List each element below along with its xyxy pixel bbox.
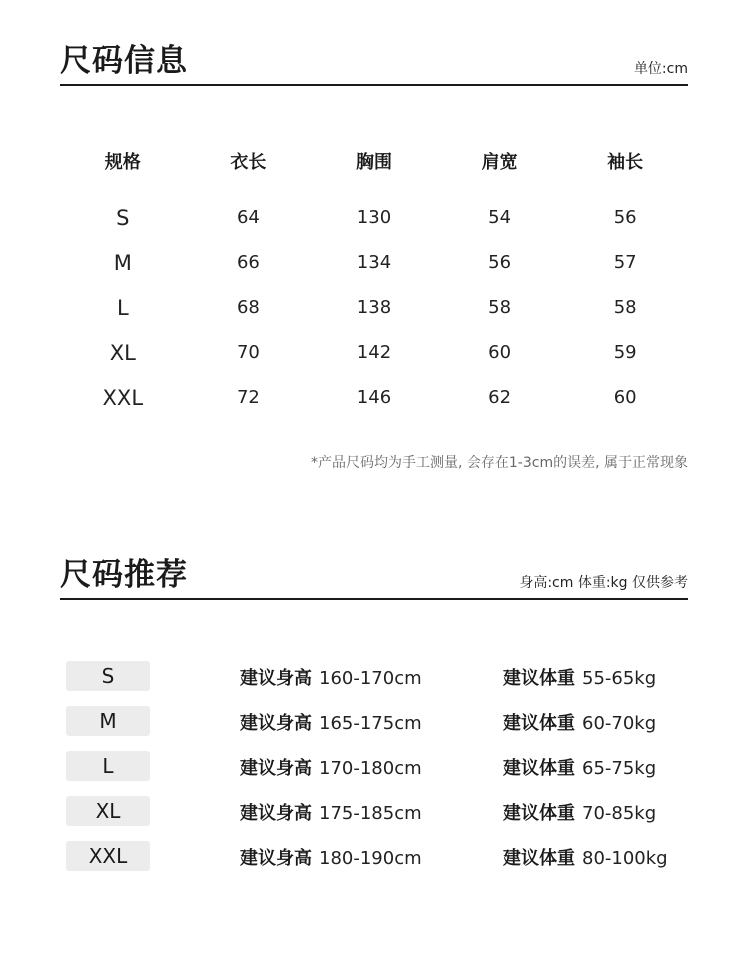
- height-suggestion: [240, 709, 422, 735]
- header-cell: 胸围: [355, 152, 392, 173]
- size-pill: L: [66, 751, 150, 781]
- height-label: 建议身高: [240, 803, 312, 824]
- height-value: 180-190cm: [319, 848, 422, 869]
- table-row: [60, 330, 688, 375]
- table-cell: 56: [613, 207, 637, 228]
- height-suggestion: [240, 664, 422, 690]
- table-cell: 62: [488, 387, 512, 408]
- height-label: 建议身高: [240, 668, 312, 689]
- table-row: [60, 195, 688, 240]
- table-header-row: [60, 140, 688, 182]
- recommend-row: [66, 840, 686, 885]
- table-cell: 58: [488, 297, 512, 318]
- table-cell: 134: [356, 252, 392, 273]
- height-value: 170-180cm: [319, 758, 422, 779]
- size-cell: XXL: [102, 385, 144, 410]
- table-row: [60, 375, 688, 420]
- height-value: 160-170cm: [319, 668, 422, 689]
- weight-suggestion: [503, 709, 656, 735]
- height-label: 建议身高: [240, 713, 312, 734]
- size-info-title: 尺码信息: [60, 43, 188, 79]
- table-cell: 66: [236, 252, 260, 273]
- weight-label: 建议体重: [503, 758, 575, 779]
- table-cell: 146: [356, 387, 392, 408]
- size-pill: S: [66, 661, 150, 691]
- height-suggestion: [240, 844, 422, 870]
- height-value: 165-175cm: [319, 713, 422, 734]
- weight-suggestion: [503, 799, 656, 825]
- table-row: [60, 285, 688, 330]
- header-cell: 衣长: [230, 152, 267, 173]
- table-cell: 59: [613, 342, 637, 363]
- table-cell: 138: [356, 297, 392, 318]
- height-label: 建议身高: [240, 758, 312, 779]
- recommend-row: [66, 750, 686, 795]
- weight-value: 55-65kg: [582, 668, 657, 689]
- table-row: [60, 240, 688, 285]
- size-info-unit: 单位:cm: [633, 61, 688, 77]
- table-cell: 70: [236, 342, 260, 363]
- table-cell: 60: [613, 387, 637, 408]
- weight-value: 70-85kg: [582, 803, 657, 824]
- weight-value: 60-70kg: [582, 713, 657, 734]
- weight-label: 建议体重: [503, 848, 575, 869]
- weight-suggestion: [503, 664, 656, 690]
- table-cell: 54: [488, 207, 512, 228]
- size-pill: XXL: [66, 841, 150, 871]
- table-cell: 68: [236, 297, 260, 318]
- table-cell: 56: [488, 252, 512, 273]
- weight-value: 80-100kg: [582, 848, 668, 869]
- table-cell: 57: [613, 252, 637, 273]
- weight-label: 建议体重: [503, 668, 575, 689]
- size-pill: M: [66, 706, 150, 736]
- header-cell: 袖长: [607, 152, 644, 173]
- table-cell: 58: [613, 297, 637, 318]
- weight-label: 建议体重: [503, 713, 575, 734]
- height-suggestion: [240, 799, 422, 825]
- table-cell: 142: [356, 342, 392, 363]
- size-cell: S: [116, 205, 130, 230]
- recommend-list: [66, 660, 686, 885]
- recommend-title: 尺码推荐: [60, 557, 188, 593]
- recommend-unit: 身高:cm 体重:kg 仅供参考: [519, 575, 688, 591]
- header-cell: 规格: [104, 152, 141, 173]
- weight-label: 建议体重: [503, 803, 575, 824]
- size-cell: XL: [109, 340, 136, 365]
- recommend-row: [66, 660, 686, 705]
- weight-suggestion: [503, 844, 668, 870]
- table-cell: 72: [236, 387, 260, 408]
- height-suggestion: [240, 754, 422, 780]
- weight-suggestion: [503, 754, 656, 780]
- size-table: [60, 140, 688, 420]
- recommend-header: [60, 558, 688, 600]
- weight-value: 65-75kg: [582, 758, 657, 779]
- size-cell: M: [113, 250, 132, 275]
- header-cell: 肩宽: [481, 152, 518, 173]
- measurement-note: *产品尺码均为手工测量, 会存在1-3cm的误差, 属于正常现象: [310, 455, 688, 471]
- table-cell: 64: [236, 207, 260, 228]
- table-cell: 130: [356, 207, 392, 228]
- recommend-row: [66, 795, 686, 840]
- size-info-header: [60, 44, 688, 86]
- size-pill: XL: [66, 796, 150, 826]
- size-cell: L: [116, 295, 129, 320]
- table-cell: 60: [488, 342, 512, 363]
- recommend-row: [66, 705, 686, 750]
- height-label: 建议身高: [240, 848, 312, 869]
- height-value: 175-185cm: [319, 803, 422, 824]
